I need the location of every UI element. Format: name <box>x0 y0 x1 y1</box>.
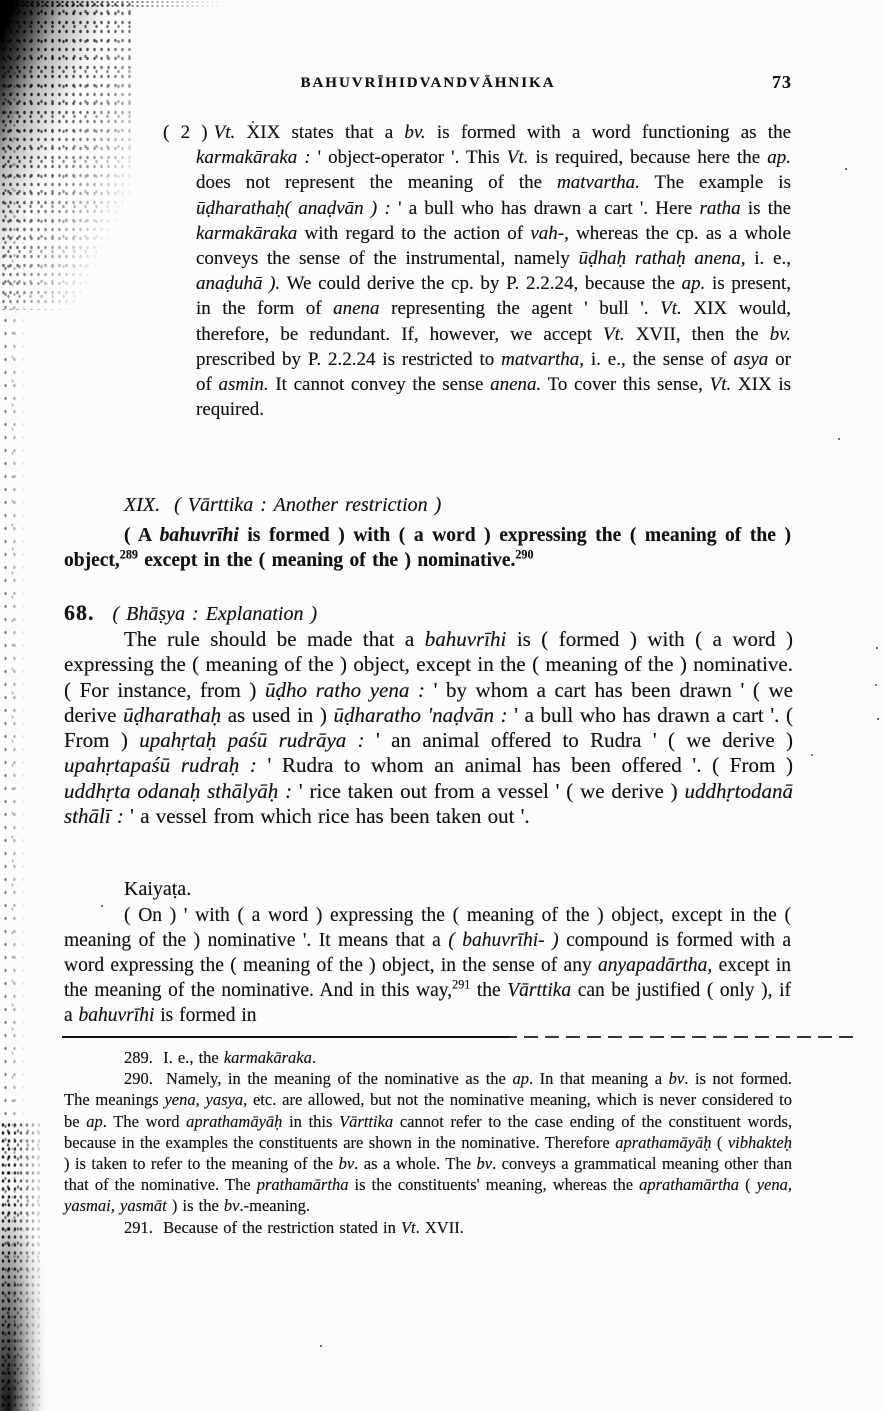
running-head <box>64 74 792 92</box>
section-number: 68. <box>64 600 95 625</box>
scan-artifact-top-left-blob <box>0 0 135 310</box>
scan-speck <box>875 684 877 686</box>
scan-speck <box>876 647 878 649</box>
section-title: ( Bhāṣya : Explanation ) <box>112 603 318 625</box>
scan-speck <box>845 168 847 170</box>
varttika-translation: ( A bahuvrīhi is formed ) with ( a word ) expressing the ( meaning of the ) object,$^{289}$ except in the ( meaning of the ) nominative.$^{290}$ <box>64 525 791 571</box>
paragraph-text: Vt. XIX states that a bv. is formed with a word functioning as the karmakāraka : ' object-operator '. This Vt. is required, because here the ap. does not represent the meaning of the matvartha. The example is ūḍharathaḥ( anaḍvān ) : ' a bull who has drawn a cart '. Here ratha is the karmakāraka with regard to the action of vah-, whereas the cp. as a whole conveys the sense of the instrumental, namely ūḍhaḥ rathaḥ anena, i. e., anaḍuhā ). We could derive the cp. by P. 2.2.24, because the ap. is present, in the form of anena representing the agent ' bull '. Vt. XIX would, therefore, be redundant. If, however, we accept Vt. XVII, then the bv. prescribed by P. 2.2.24 is restricted to matvartha, i. e., the sense of asya or of asmin. It cannot convey the sense anena. To cover this sense, Vt. XIX is required. <box>196 122 792 421</box>
running-head-title: BAHUVRĪHIDVANDVĀHNIKA <box>300 75 556 91</box>
varttika-heading: XIX. ( Vārttika : Another restriction ) <box>124 494 442 516</box>
footnote-291: 291. Because of the restriction stated in Vt. XVII. <box>124 1217 464 1237</box>
section-heading <box>64 600 317 626</box>
footnotes <box>64 1047 792 1238</box>
page-number: 73 <box>772 72 792 92</box>
bhasya-paragraph: The rule should be made that a bahuvrīhi is ( formed ) with ( a word ) expressing the ( meaning of the ) object, except in the ( meaning of the ) nominative. ( For instance, from ) ūḍho ratho yena : ' by whom a cart has been drawn ' ( we derive ūḍharathaḥ as used in ) ūḍharatho 'naḍvān : ' a bull who has drawn a cart '. ( From ) upahṛtaḥ paśū rudrāya : ' an animal offered to Rudra ' ( we derive ) upahṛtapaśū rudraḥ : ' Rudra to whom an animal has been offered '. ( From ) uddhṛta odanaḥ sthālyāḥ : ' rice taken out from a vessel ' ( we derive ) uddhṛtodanā sthālī : ' a vessel from which rice has been taken out '. <box>64 627 794 829</box>
kaiyata-heading: Kaiyaṭa. <box>124 878 192 900</box>
kaiyata-paragraph: ( On ) ' with ( a word ) expressing the ( meaning of the ) object, except in the ( meaning of the ) nominative '. It means that a ( bahuvrīhi- ) compound is formed with a word expressing the ( meaning of the ) object, in the sense of any anyapadārtha, except in the meaning of the nominative. And in this way,$^{291}$ the Vārttika can be justified ( only ), if a bahuvrīhi is formed in <box>64 905 792 1026</box>
paragraph-number: ( 2 ) <box>163 122 208 143</box>
footnote-rule <box>62 1036 858 1038</box>
scan-artifact-bottom-left-blob <box>0 1121 50 1411</box>
paragraph-vt-xix-discussion <box>163 120 792 422</box>
footnote-290: 290. Namely, in the meaning of the nominative as the ap. In that meaning a bv. is not formed. The meanings yena, yasya, etc. are allowed, but not the nominative meaning, which is never considered to be ap. The word aprathamāyāḥ in this Vārttika cannot refer to the case ending of the constituent words, because in the examples the constituents are shown in the nominative. Therefore aprathamāyāḥ ( vibhakteḥ ) is taken to refer to the meaning of the bv. as a whole. The bv. conveys a grammatical meaning other than that of the nominative. The prathamārtha is the constituents' meaning, whereas the aprathamārtha ( yena, yasmai, yasmāt ) is the bv.-meaning. <box>64 1069 793 1216</box>
footnote-289: 289. I. e., the karmakāraka. <box>124 1048 316 1067</box>
scan-speck <box>811 754 813 756</box>
scan-speck <box>320 1345 322 1347</box>
scan-speck <box>838 438 840 440</box>
scan-speck <box>877 718 879 720</box>
scan-artifact-top-edge <box>0 0 235 8</box>
